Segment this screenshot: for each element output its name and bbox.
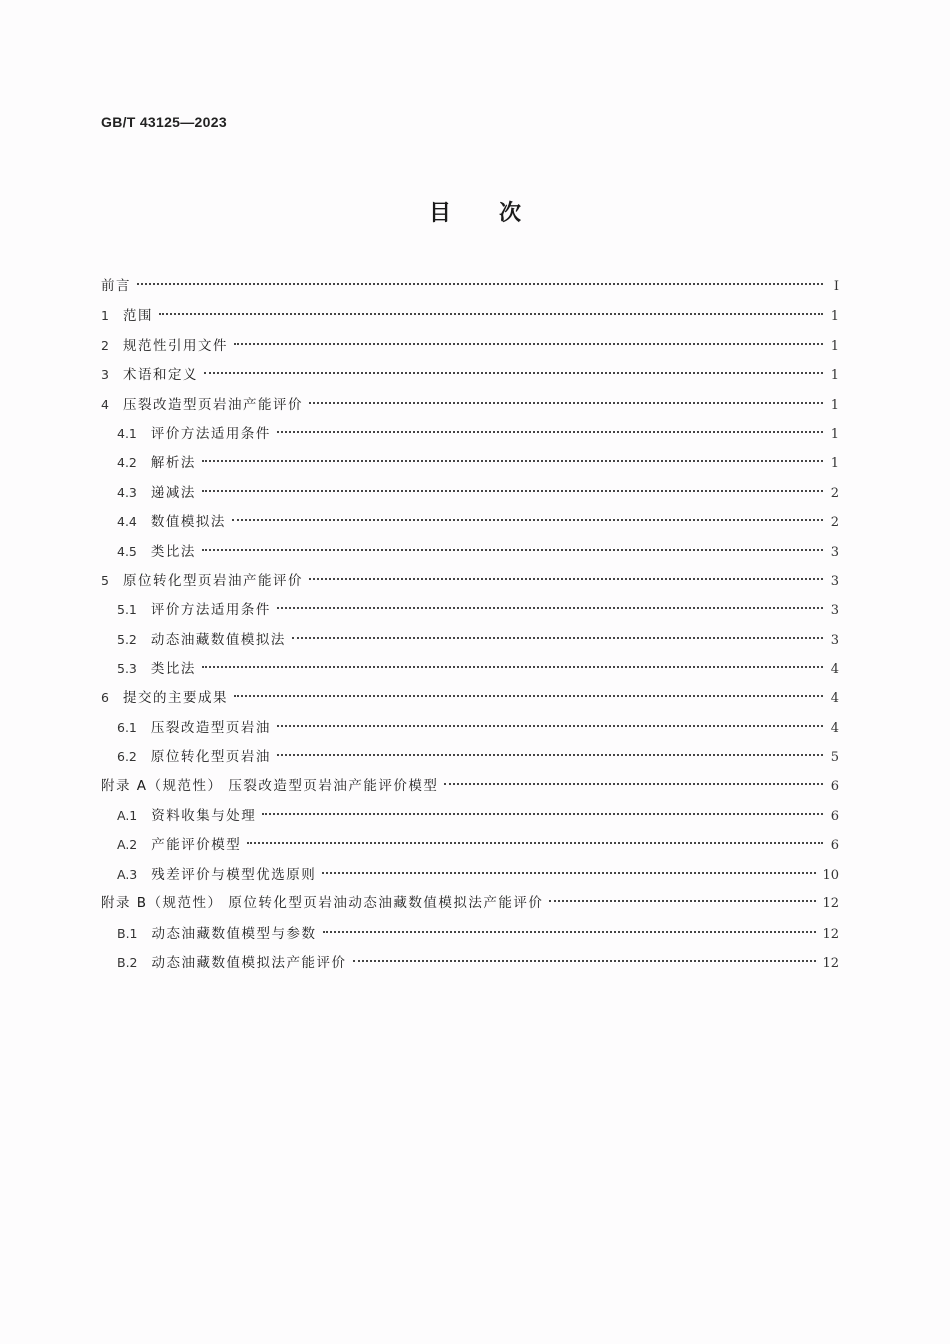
toc-entry[interactable] [101, 683, 839, 712]
toc-entry-label: 原位转化型页岩油产能评价 [122, 572, 303, 589]
toc-dot-leader [204, 371, 823, 374]
toc-dot-leader [137, 282, 823, 285]
toc-entry[interactable] [101, 566, 839, 595]
toc-entry[interactable] [101, 889, 839, 918]
toc-entry[interactable] [101, 272, 839, 301]
toc-entry-page: 3 [830, 544, 839, 560]
toc-entry-page: 3 [830, 603, 839, 619]
toc-entry-number: 4.5 [117, 543, 137, 559]
toc-entry-page: 1 [830, 456, 839, 472]
toc-entry-label: 压裂改造型页岩油 [150, 719, 271, 736]
toc-entry-page: 3 [830, 573, 839, 589]
toc-entry[interactable] [101, 830, 839, 859]
toc-entry[interactable] [101, 860, 839, 889]
toc-entry-label: 附录 A（规范性） 压裂改造型页岩油产能评价模型 [101, 777, 439, 794]
toc-entry[interactable] [101, 625, 839, 654]
toc-entry-number: A.1 [117, 808, 138, 824]
toc-entry[interactable] [101, 919, 839, 948]
toc-entry-number: 6.1 [117, 719, 137, 735]
toc-dot-leader [322, 871, 816, 874]
toc-entry-label: 评价方法适用条件 [150, 425, 271, 442]
toc-dot-leader [202, 665, 823, 668]
toc-entry[interactable] [101, 801, 839, 830]
toc-entry-number: B.1 [117, 925, 138, 941]
toc-entry-label: 数值模拟法 [150, 514, 226, 531]
toc-entry-number: 6.2 [117, 749, 137, 765]
toc-dot-leader [202, 489, 823, 492]
toc-entry[interactable] [101, 507, 839, 536]
toc-entry-number: 3 [101, 367, 109, 383]
toc-dot-leader [232, 518, 823, 521]
toc-entry-page: 12 [822, 926, 839, 942]
toc-entry-page: 2 [830, 485, 839, 501]
toc-entry-number: B.2 [117, 954, 138, 970]
toc-entry-page: 4 [830, 720, 839, 736]
toc-entry-number: A.2 [117, 837, 138, 853]
toc-entry-label: 递减法 [150, 484, 196, 501]
toc-entry[interactable] [101, 419, 839, 448]
toc-entry-number: 5.3 [117, 661, 137, 677]
toc-entry-label: 解析法 [150, 455, 196, 472]
toc-dot-leader [234, 342, 823, 345]
toc-entry-page: 6 [830, 838, 839, 854]
toc-entry-page: 4 [830, 691, 839, 707]
toc-entry-page: 1 [830, 426, 839, 442]
toc-entry-page: 4 [830, 662, 839, 678]
toc-entry-page: 5 [830, 750, 839, 766]
toc-entry-label: 范围 [122, 308, 153, 325]
toc-entry[interactable] [101, 713, 839, 742]
toc-dot-leader [277, 753, 823, 756]
standard-code: GB/T 43125—2023 [101, 114, 227, 130]
toc-entry-page: 1 [830, 397, 839, 413]
toc-entry-page: 1 [830, 309, 839, 325]
toc-dot-leader [309, 401, 823, 404]
toc-dot-leader [202, 459, 823, 462]
toc-entry-label: 前言 [101, 278, 131, 294]
toc-dot-leader [247, 841, 823, 844]
toc-entry-label: 规范性引用文件 [122, 337, 228, 354]
toc-entry-number: 5 [101, 572, 109, 588]
toc-entry-label: 原位转化型页岩油 [150, 749, 271, 766]
toc-entry-number: 5.2 [117, 631, 137, 647]
toc-entry-page: I [833, 279, 839, 294]
toc-entry-page: 12 [822, 955, 839, 971]
toc-entry[interactable] [101, 360, 839, 389]
toc-entry-label: 动态油藏数值模拟法 [150, 631, 286, 648]
toc-dot-leader [309, 577, 823, 580]
page-title: 目次 [428, 201, 569, 226]
toc-dot-leader [262, 812, 823, 815]
toc-entry-number: 4 [101, 396, 109, 412]
toc-entry[interactable] [101, 478, 839, 507]
toc-entry[interactable] [101, 448, 839, 477]
toc-dot-leader [159, 312, 823, 315]
toc-dot-leader [277, 430, 823, 433]
toc-entry[interactable] [101, 948, 839, 977]
toc-dot-leader [234, 694, 823, 697]
toc-entry-label: 动态油藏数值模拟法产能评价 [151, 954, 347, 971]
toc-entry[interactable] [101, 595, 839, 624]
toc-entry-page: 1 [830, 338, 839, 354]
toc-entry-number: 1 [101, 308, 109, 324]
toc-entry-number: 4.1 [117, 425, 137, 441]
toc-entry-label: 压裂改造型页岩油产能评价 [122, 396, 303, 413]
toc-entry-label: 类比法 [150, 661, 196, 678]
toc-entry-label: 术语和定义 [122, 367, 198, 384]
toc-entry[interactable] [101, 331, 839, 360]
toc-entry-page: 10 [822, 867, 839, 883]
toc-dot-leader [277, 724, 823, 727]
toc-entry-label: 残差评价与模型优选原则 [151, 866, 317, 883]
toc-entry-page: 12 [822, 896, 839, 912]
toc-entry-number: A.3 [117, 866, 138, 882]
toc-entry-label: 类比法 [150, 543, 196, 560]
toc-entry-label: 动态油藏数值模型与参数 [151, 925, 317, 942]
toc-entry[interactable] [101, 537, 839, 566]
toc-entry-page: 1 [830, 368, 839, 384]
toc-dot-leader [202, 548, 823, 551]
toc-entry[interactable] [101, 301, 839, 330]
toc-entry-page: 3 [830, 632, 839, 648]
toc-entry-number: 4.2 [117, 455, 137, 471]
toc-entry-page: 2 [830, 515, 839, 531]
toc-dot-leader [323, 930, 817, 933]
toc-entry-page: 6 [830, 778, 839, 794]
toc-dot-leader [444, 782, 823, 785]
toc-dot-leader [549, 899, 816, 902]
toc-entry[interactable] [101, 772, 839, 801]
table-of-contents [101, 272, 839, 977]
toc-entry-label: 资料收集与处理 [151, 808, 257, 825]
toc-entry-number: 6 [101, 690, 109, 706]
toc-entry-number: 4.4 [117, 514, 137, 530]
toc-entry-label: 评价方法适用条件 [150, 602, 271, 619]
toc-dot-leader [277, 606, 823, 609]
toc-entry-number: 2 [101, 337, 109, 353]
toc-entry-label: 附录 B（规范性） 原位转化型页岩油动态油藏数值模拟法产能评价 [101, 895, 544, 912]
toc-entry[interactable] [101, 742, 839, 771]
toc-entry-page: 6 [830, 809, 839, 825]
toc-entry-label: 产能评价模型 [151, 837, 242, 854]
toc-entry-label: 提交的主要成果 [122, 690, 228, 707]
toc-entry[interactable] [101, 654, 839, 683]
toc-entry[interactable] [101, 390, 839, 419]
toc-dot-leader [292, 636, 823, 639]
toc-entry-number: 5.1 [117, 602, 137, 618]
toc-entry-number: 4.3 [117, 484, 137, 500]
toc-dot-leader [353, 959, 817, 962]
